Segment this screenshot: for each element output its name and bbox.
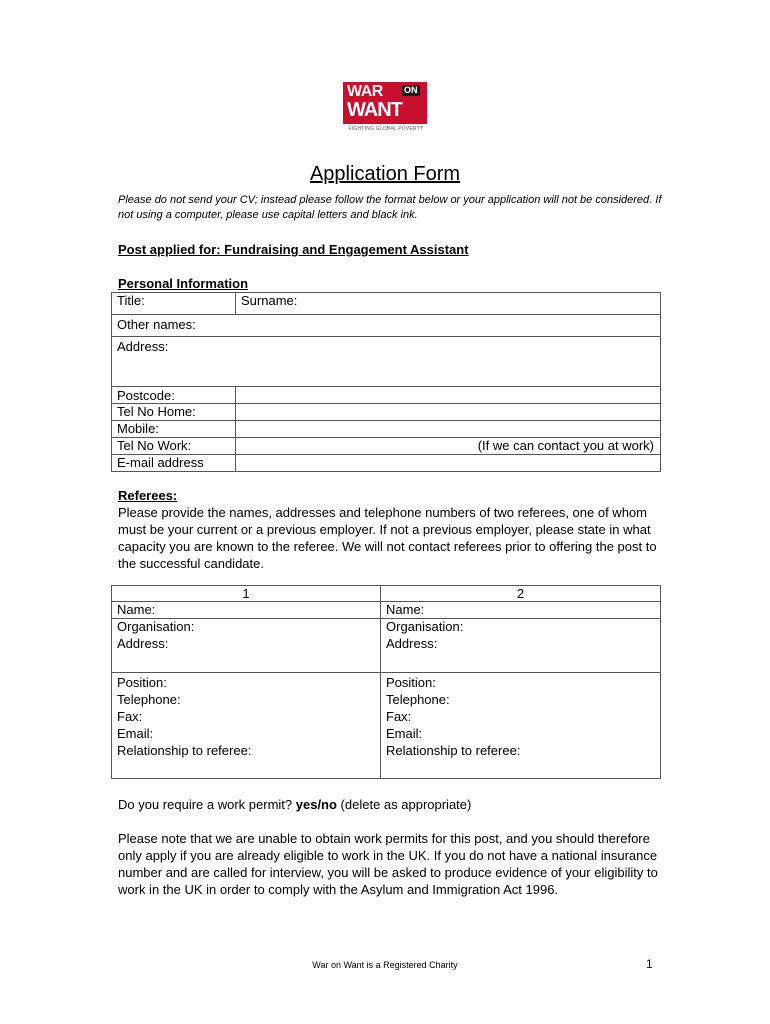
war-on-want-logo (343, 82, 429, 132)
logo-word-want: WANT (347, 99, 402, 121)
referee-1-org-address-field[interactable] (112, 619, 381, 673)
title-field[interactable] (112, 293, 236, 315)
work-permit-note: Please note that we are unable to obtain work permits for this post, and you should therefore only apply if you are already eligible to work in the UK. If you do not have a national insurance number and are called for interview, you will be asked to produce evidence of your eligibility to work in the UK in order to comply with the Asylum and Immigration Act 1996. (118, 831, 658, 897)
work-permit-question (118, 797, 471, 812)
referee-2-org-address-field[interactable] (381, 619, 661, 673)
personal-information-table (111, 292, 661, 472)
tel-work-label: Tel No Work: (112, 438, 236, 455)
surname-field[interactable] (236, 293, 661, 315)
email-input[interactable] (236, 455, 661, 472)
work-permit-options[interactable]: yes/no (295, 797, 337, 812)
referee-1-email-label: Email: (117, 726, 154, 741)
referee-1-contact-field[interactable] (112, 673, 381, 779)
page-number: 1 (646, 957, 653, 971)
surname-label: Surname: (241, 293, 298, 308)
referees-instructions: Please provide the names, addresses and telephone numbers of two referees, one of whom must be your current or a previous employer. If not a previous employer, please state in what capacity you are known to the referee. We will not contact referees prior to offering the post to the successful candidate. (118, 505, 657, 571)
referee-2-header: 2 (381, 586, 661, 602)
logo-word-on: ON (404, 85, 418, 95)
referee-1-name-label: Name: (117, 602, 156, 617)
referee-2-position-label: Position: (386, 675, 436, 690)
referee-2-email-label: Email: (386, 726, 423, 741)
referee-2-address-label: Address: (386, 636, 438, 651)
referee-1-name-field[interactable] (112, 602, 381, 619)
logo-tagline: FIGHTING GLOBAL POVERTY (348, 126, 424, 132)
referee-1-position-label: Position: (117, 675, 167, 690)
personal-information-heading: Personal Information (118, 276, 249, 291)
referee-1-address-label: Address: (117, 636, 169, 651)
referee-2-telephone-label: Telephone: (386, 692, 450, 707)
referee-1-org-label: Organisation: (117, 619, 195, 634)
address-label: Address: (117, 339, 169, 354)
tel-work-input[interactable] (236, 438, 661, 455)
referee-2-fax-label: Fax: (386, 709, 412, 724)
referee-2-name-label: Name: (386, 602, 425, 617)
referee-2-contact-field[interactable] (381, 673, 661, 779)
referees-heading: Referees: (118, 488, 178, 503)
referee-2-org-label: Organisation: (386, 619, 464, 634)
other-names-field[interactable] (112, 315, 661, 337)
intro-instructions: Please do not send your CV; instead please follow the format below or your application will not be considered. If not using a computer, please use capital letters and black ink. (118, 194, 662, 221)
referee-1-header: 1 (112, 586, 381, 602)
tel-work-note: (If we can contact you at work) (477, 438, 654, 453)
title-label: Title: (117, 293, 145, 308)
address-field[interactable] (112, 337, 661, 387)
postcode-label: Postcode: (112, 387, 236, 404)
email-label: E-mail address (112, 455, 236, 472)
tel-home-label: Tel No Home: (112, 404, 236, 421)
footer-charity-text: War on Want is a Registered Charity (312, 960, 458, 970)
post-applied-heading: Post applied for: Fundraising and Engagement Assistant (118, 242, 469, 257)
referee-1-fax-label: Fax: (117, 709, 143, 724)
mobile-label: Mobile: (112, 421, 236, 438)
logo-word-war: WAR (347, 83, 383, 100)
page-title: Application Form (309, 163, 461, 185)
tel-home-input[interactable] (236, 404, 661, 421)
referee-1-relationship-label: Relationship to referee: (117, 743, 252, 758)
referee-1-telephone-label: Telephone: (117, 692, 181, 707)
postcode-input[interactable] (236, 387, 661, 404)
referees-table (111, 585, 661, 779)
work-permit-hint: (delete as appropriate) (336, 797, 472, 812)
other-names-label: Other names: (117, 317, 196, 332)
referee-2-name-field[interactable] (381, 602, 661, 619)
referee-2-relationship-label: Relationship to referee: (386, 743, 521, 758)
mobile-input[interactable] (236, 421, 661, 438)
work-permit-question-text: Do you require a work permit? (118, 797, 296, 812)
